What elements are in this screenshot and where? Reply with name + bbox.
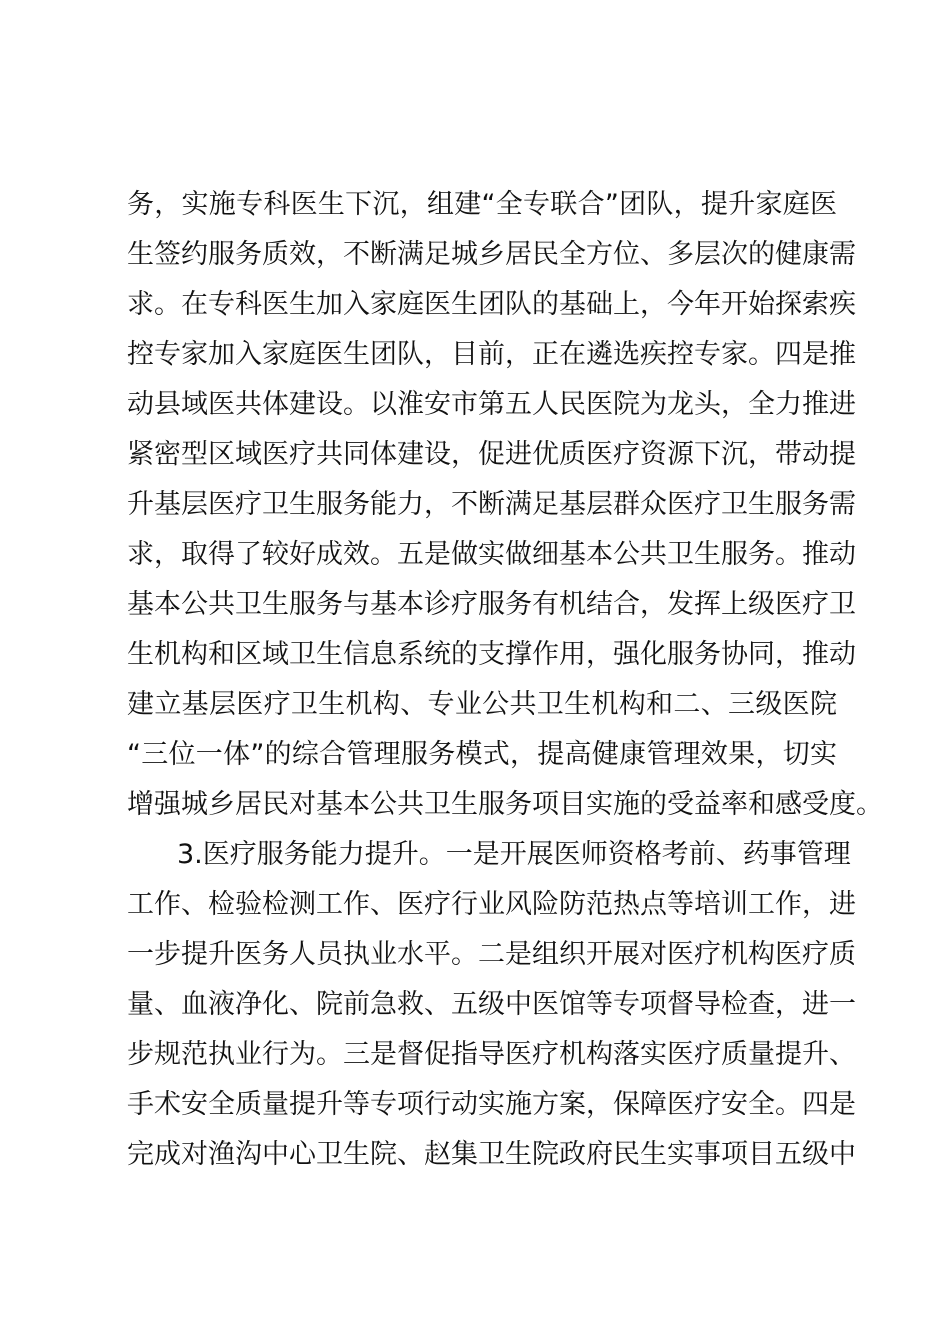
body-text	[127, 180, 883, 1180]
text-line: 基本公共卫生服务与基本诊疗服务有机结合，发挥上级医疗卫	[127, 589, 856, 620]
text-line: 量、血液净化、院前急救、五级中医馆等专项督导检查，进一	[127, 989, 856, 1020]
text-line: 动县域医共体建设。以淮安市第五人民医院为龙头，全力推进	[127, 389, 856, 420]
text-line: 步规范执业行为。三是督促指导医疗机构落实医疗质量提升、	[127, 1039, 856, 1070]
text-line: 生机构和区域卫生信息系统的支撑作用，强化服务协同，推动	[127, 639, 856, 670]
paragraph-start-line: 3.医疗服务能力提升。一是开展医师资格考前、药事管理	[177, 839, 851, 870]
text-line: 完成对渔沟中心卫生院、赵集卫生院政府民生实事项目五级中	[127, 1139, 856, 1170]
text-line: 求。在专科医生加入家庭医生团队的基础上，今年开始探索疾	[127, 289, 856, 320]
text-line: 控专家加入家庭医生团队，目前，正在遴选疾控专家。四是推	[127, 339, 856, 370]
text-line: 建立基层医疗卫生机构、专业公共卫生机构和二、三级医院	[127, 689, 837, 720]
paragraph-end-line: 增强城乡居民对基本公共卫生服务项目实施的受益率和感受度。	[127, 789, 883, 820]
text-line: 生签约服务质效，不断满足城乡居民全方位、多层次的健康需	[127, 239, 856, 270]
text-line: “三位一体”的综合管理服务模式，提高健康管理效果，切实	[127, 739, 837, 770]
text-line: 求，取得了较好成效。五是做实做细基本公共卫生服务。推动	[127, 539, 856, 570]
text-line: 手术安全质量提升等专项行动实施方案，保障医疗安全。四是	[127, 1089, 856, 1120]
text-line: 一步提升医务人员执业水平。二是组织开展对医疗机构医疗质	[127, 939, 856, 970]
text-line: 升基层医疗卫生服务能力，不断满足基层群众医疗卫生服务需	[127, 489, 856, 520]
text-line: 紧密型区域医疗共同体建设，促进优质医疗资源下沉，带动提	[127, 439, 856, 470]
text-line: 工作、检验检测工作、医疗行业风险防范热点等培训工作，进	[127, 889, 856, 920]
text-line: 务，实施专科医生下沉，组建“全专联合”团队，提升家庭医	[127, 189, 837, 220]
